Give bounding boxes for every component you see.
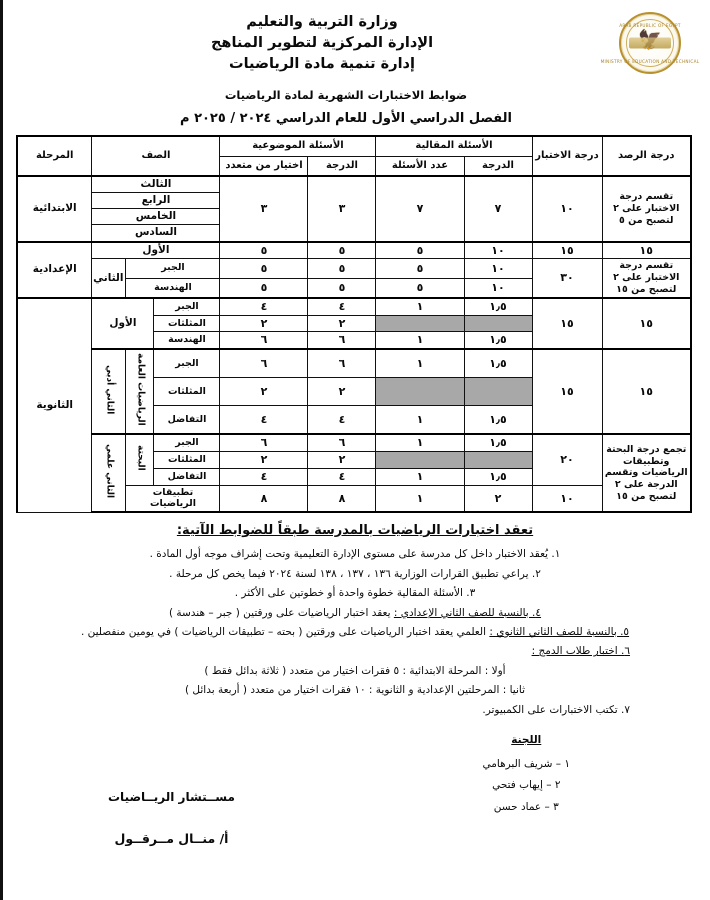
cell-essay-count: ١ (376, 406, 464, 435)
cell-prep-first-essay-grade: ١٠ (464, 242, 532, 259)
cell-essay-grade-shaded (464, 315, 532, 332)
cell-applications-objective-choice: ٨ (220, 485, 308, 512)
col-header-objective-choice: اختيار من متعدد (220, 156, 308, 176)
signature-block (108, 790, 235, 846)
table-row (17, 242, 691, 259)
cell-objective-grade: ٤ (308, 468, 376, 485)
table-body (17, 176, 691, 512)
note-item-6 (20, 642, 690, 661)
col-header-essay-group: الأسئلة المقالية (376, 136, 532, 156)
document-header (0, 0, 710, 86)
cell-objective-grade: ٤ (308, 298, 376, 315)
cell-objective-grade: ٢ (308, 315, 376, 332)
committee-member: ٢ – إيهاب فتحي (492, 779, 561, 792)
cell-sec-literary-record-grade: ١٥ (602, 349, 691, 434)
cell-primary-objective-choice: ٣ (220, 176, 308, 242)
cell-prep-second-exam-grade: ٣٠ (532, 259, 602, 298)
ministry-line-1: وزارة التربية والتعليم (246, 14, 398, 30)
cell-subject-name: الجبر (126, 259, 220, 278)
col-header-saf: الصف (92, 136, 220, 176)
cell-subject-name: التفاضل (154, 406, 220, 435)
cell-essay-grade: ١٫٥ (464, 349, 532, 378)
cell-applications-exam-grade: ١٠ (532, 485, 602, 512)
table-row (17, 259, 691, 278)
committee-block (483, 730, 570, 818)
signature-name: أ/ منــال مــرقــول (114, 831, 229, 847)
cell-subject-name: الجبر (154, 349, 220, 378)
cell-prep-first-objective-grade: ٥ (308, 242, 376, 259)
cell-prep-stage: الإعدادية (17, 242, 92, 298)
regulations-table-container (0, 126, 710, 513)
cell-essay-count: ١ (376, 349, 464, 378)
table-head (17, 136, 691, 176)
cell-objective-choice: ٦ (220, 434, 308, 451)
note-item-3: ٣. الأسئلة المقالية خطوة واحدة أو خطوتين على الأكثر . (234, 587, 476, 600)
note-item-5-label: ٥. بالنسبة للصف الثاني الثانوي : (489, 626, 630, 639)
cell-essay-grade-shaded (464, 378, 532, 406)
ministry-line-2: الإدارة المركزية لتطوير المناهج (210, 35, 434, 52)
cell-subject-name: المثلثات (154, 315, 220, 332)
committee-member: ١ – شريف البرهامي (482, 757, 570, 770)
note-item-4-label: ٤. بالنسبة للصف الثاني الإعدادي : (393, 606, 542, 619)
table-header-row-1 (17, 136, 691, 156)
emblem-ring-bottom-text: MINISTRY OF EDUCATION AND TECHNICAL (600, 59, 700, 64)
cell-objective-choice: ٤ (220, 406, 308, 435)
cell-objective-choice: ٦ (220, 349, 308, 378)
cell-applications-objective-grade: ٨ (308, 485, 376, 512)
note-item-2: ٢. يراعي تطبيق القرارات الوزارية ١٣٦ ، ١٣٧ ، ١٣٨ لسنة ٢٠٢٤ فيما يخص كل مرحلة . (169, 567, 541, 580)
cell-essay-grade: ١٫٥ (464, 468, 532, 485)
cell-grade-name: الثالث (92, 176, 220, 193)
cell-grade-name: الرابع (92, 193, 220, 209)
cell-essay-count: ١ (376, 468, 464, 485)
cell-essay-count: ٥ (376, 278, 464, 298)
cell-branch-name (126, 349, 154, 434)
note-item-1: ١. يُعقد الاختبار داخل كل مدرسة على مستوى الإدارة التعليمية وتحت إشراف موجه أول المادة . (149, 548, 561, 561)
cell-grade-name: الأول (92, 242, 220, 259)
committee-member: ٣ – عماد حسن (493, 800, 559, 813)
emblem-ring-top-text: ARAB REPUBLIC OF EGYPT (619, 23, 681, 28)
committee-heading: اللجنة (511, 734, 542, 747)
regulations-table (16, 135, 692, 513)
cell-primary-objective-grade: ٣ (308, 176, 376, 242)
ministry-heading (12, 8, 602, 75)
cell-objective-choice: ٤ (220, 298, 308, 315)
cell-objective-choice: ٤ (220, 468, 308, 485)
note-item-6-sub-2: ثانيا : المرحلتين الإعدادية و الثانوية : ١٠ فقرات اختيار من متعدد ( أربعة بدائل ) (184, 684, 526, 697)
cell-objective-grade: ٦ (308, 332, 376, 349)
cell-prep-first-exam-grade: ١٥ (532, 242, 602, 259)
cell-grade-name: الخامس (92, 209, 220, 225)
table-row (17, 349, 691, 378)
cell-primary-stage: الابتدائية (17, 176, 92, 242)
col-header-record-grade: درجة الرصد (602, 136, 691, 176)
cell-sec-scientific-exam-grade: ٢٠ (532, 434, 602, 485)
cell-essay-grade: ١٠ (464, 278, 532, 298)
cell-essay-count: ١ (376, 332, 464, 349)
col-header-exam-grade: درجة الاختبار (532, 136, 602, 176)
cell-sec-scientific-record-note: تجمع درجة البحتة وتطبيقات الرياضيات وتقسم الدرجة على ٢ لتصبح من ١٥ (602, 434, 691, 512)
cell-objective-grade: ٦ (308, 349, 376, 378)
emblem-band (629, 38, 671, 49)
note-item-6-sub-1: أولا : المرحلة الابتدائية : ٥ فقرات اختيار من متعدد ( ثلاثة بدائل فقط ) (204, 664, 506, 677)
cell-objective-choice: ٦ (220, 332, 308, 349)
cell-objective-grade: ٦ (308, 434, 376, 451)
cell-subject-name: الهندسة (126, 278, 220, 298)
cell-essay-grade: ١٫٥ (464, 406, 532, 435)
footer-section (0, 730, 710, 880)
cell-objective-grade: ٢ (308, 378, 376, 406)
cell-grade-name: السادس (92, 225, 220, 242)
cell-grade-name (92, 349, 126, 434)
cell-primary-essay-count: ٧ (376, 176, 464, 242)
cell-essay-grade: ١٠ (464, 259, 532, 278)
cell-grade-name (92, 434, 126, 512)
grade-label-vertical: الثاني علمي (104, 444, 115, 499)
notes-section (0, 513, 710, 720)
cell-primary-essay-grade: ٧ (464, 176, 532, 242)
table-row (17, 176, 691, 193)
col-header-marhala: المرحلة (17, 136, 92, 176)
cell-essay-count: ١ (376, 298, 464, 315)
emblem-container (602, 8, 698, 74)
note-item-4 (20, 604, 690, 623)
cell-applications-subject: تطبيقات الرياضيات (126, 485, 220, 512)
cell-sec-first-exam-grade: ١٥ (532, 298, 602, 349)
cell-essay-count: ٥ (376, 259, 464, 278)
cell-objective-choice: ٢ (220, 315, 308, 332)
cell-objective-grade: ٥ (308, 278, 376, 298)
cell-prep-first-objective-choice: ٥ (220, 242, 308, 259)
cell-primary-exam-grade: ١٠ (532, 176, 602, 242)
egypt-eagle-seal-icon (600, 12, 700, 74)
ministry-line-3: إدارة تنمية مادة الرياضيات (229, 56, 415, 73)
branch-label-vertical: البحتة (135, 444, 146, 471)
signature-role: مســتشار الريــاضيات (108, 790, 235, 805)
cell-objective-grade: ٤ (308, 406, 376, 435)
cell-objective-choice: ٢ (220, 378, 308, 406)
note-item-4-text: يعقد اختبار الرياضيات على ورقتين ( جبر – هندسة ) (168, 606, 391, 619)
cell-subject-name: المثلثات (154, 378, 220, 406)
cell-essay-count-shaded (376, 378, 464, 406)
col-header-essay-count: عدد الأسئلة (376, 156, 464, 176)
cell-prep-second-record-note: تقسم درجة الاختبار على ٢ لتصبح من ١٥ (602, 259, 691, 298)
cell-subject-name: الهندسة (154, 332, 220, 349)
cell-objective-grade: ٢ (308, 452, 376, 469)
col-header-objective-group: الأسئلة الموضوعية (220, 136, 376, 156)
col-header-objective-grade: الدرجة (308, 156, 376, 176)
cell-grade-name: الأول (92, 298, 154, 349)
cell-essay-grade: ١٫٥ (464, 332, 532, 349)
note-item-7: ٧. تكتب الاختبارات على الكمبيوتر. (482, 703, 630, 716)
cell-essay-count-shaded (376, 452, 464, 469)
cell-primary-record-note: تقسم درجة الاختبار على ٢ لتصبح من ٥ (602, 176, 691, 242)
page-subtitle: الفصل الدراسي الأول للعام الدراسي ٢٠٢٤ / ٢٠٢٥ م (180, 111, 512, 126)
cell-essay-grade: ١٫٥ (464, 298, 532, 315)
cell-objective-choice: ٥ (220, 278, 308, 298)
cell-applications-essay-count: ١ (376, 485, 464, 512)
table-row (17, 434, 691, 451)
cell-objective-choice: ٥ (220, 259, 308, 278)
cell-sec-first-record-grade: ١٥ (602, 298, 691, 349)
cell-essay-count-shaded (376, 315, 464, 332)
cell-sec-literary-exam-grade: ١٥ (532, 349, 602, 434)
cell-applications-essay-grade: ٢ (464, 485, 532, 512)
cell-essay-grade-shaded (464, 452, 532, 469)
table-row (17, 298, 691, 315)
cell-branch-name (126, 434, 154, 485)
cell-subject-name: الجبر (154, 434, 220, 451)
document-titles (0, 88, 710, 126)
note-item-6-label: ٦. اختبار طلاب الدمج : (531, 645, 630, 658)
cell-objective-choice: ٢ (220, 452, 308, 469)
cell-subject-name: المثلثات (154, 452, 220, 469)
cell-essay-count: ١ (376, 434, 464, 451)
cell-objective-grade: ٥ (308, 259, 376, 278)
notes-heading: تعقد اختبارات الرياضيات بالمدرسة طبقاً للضوابط الآتية: (176, 523, 534, 539)
cell-prep-first-essay-count: ٥ (376, 242, 464, 259)
cell-subject-name: الجبر (154, 298, 220, 315)
col-header-essay-grade: الدرجة (464, 156, 532, 176)
cell-prep-first-record-grade: ١٥ (602, 242, 691, 259)
note-item-5 (20, 623, 690, 642)
grade-label-vertical: الثاني أدبي (104, 364, 115, 415)
cell-grade-name: الثاني (92, 259, 126, 298)
branch-label-vertical: الرياضيات العامة (135, 353, 146, 426)
page-title: ضوابط الاختبارات الشهرية لمادة الرياضيات (224, 88, 468, 102)
note-item-5-text: العلمي يعقد اختبار الرياضيات على ورقتين ( بحته – تطبيقات الرياضيات ) في يومين منفصلين . (80, 626, 486, 639)
cell-subject-name: التفاضل (154, 468, 220, 485)
cell-secondary-stage: الثانوية (17, 298, 92, 512)
cell-essay-grade: ١٫٥ (464, 434, 532, 451)
